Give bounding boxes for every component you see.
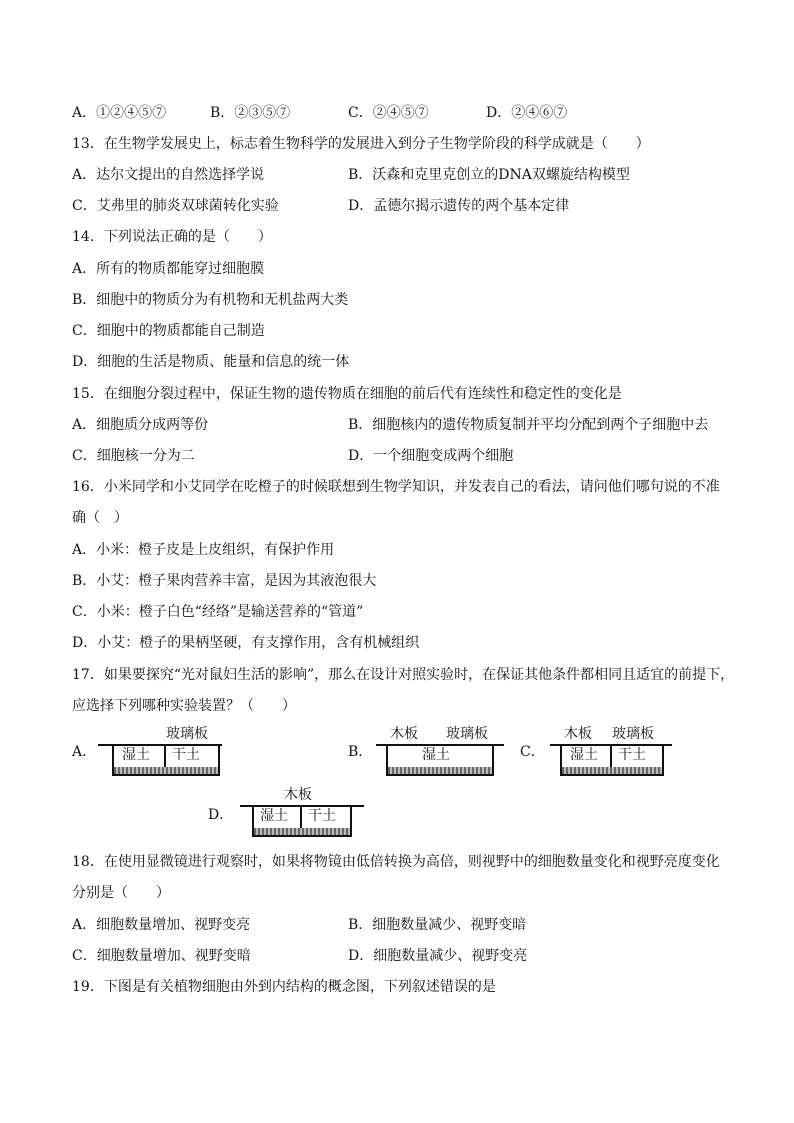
q17-figure-b — [348, 726, 518, 778]
q18-option-a: A．细胞数量增加、视野变亮 — [72, 917, 251, 933]
figure-c-dry-soil: 干土 — [618, 747, 646, 763]
figure-a-tray — [112, 746, 220, 776]
q15-option-b: B．细胞核内的遗传物质复制并平均分配到两个子细胞中去 — [348, 417, 709, 433]
q19-stem: 19．下图是有关植物细胞由外到内结构的概念图，下列叙述错误的是 — [72, 979, 496, 995]
q16-stem-line2: 确（ ） — [72, 510, 128, 526]
q15-option-d: D．一个细胞变成两个细胞 — [348, 448, 514, 464]
q17-figure-a — [72, 726, 232, 778]
q16-option-c: C．小米：橙子白色“经络”是输送营养的“管道” — [72, 604, 364, 620]
figure-d-board-label: 木板 — [284, 787, 312, 803]
figure-b-letter: B． — [348, 744, 373, 760]
q12-option-d: D．②④⑥⑦ — [486, 105, 568, 121]
q12-option-c: C．②④⑤⑦ — [348, 105, 429, 121]
q18-option-c: C．细胞数量增加、视野变暗 — [72, 948, 251, 964]
q15-option-a: A．细胞质分成两等份 — [72, 417, 209, 433]
figure-c-tray — [560, 746, 664, 776]
q17-stem-line2: 应选择下列哪种实验装置？（ ） — [72, 698, 296, 714]
figure-b-wet-soil: 湿土 — [422, 747, 450, 763]
figure-c-soil-layer — [562, 767, 662, 774]
q14-option-b: B．细胞中的物质分为有机物和无机盐两大类 — [72, 292, 349, 308]
figure-a-wet-soil: 湿土 — [122, 747, 150, 763]
q14-option-d: D．细胞的生活是物质、能量和信息的统一体 — [72, 354, 350, 370]
q17-figure-c — [520, 726, 690, 778]
q16-option-d: D．小艾：橙子的果柄坚硬，有支撑作用，含有机械组织 — [72, 635, 420, 651]
figure-d-tray — [252, 807, 352, 837]
q16-option-a: A．小米：橙子皮是上皮组织，有保护作用 — [72, 542, 335, 558]
q13-option-c: C．艾弗里的肺炎双球菌转化实验 — [72, 198, 279, 214]
figure-b-tray — [386, 746, 494, 776]
q12-option-a: A．①②④⑤⑦ — [72, 105, 167, 121]
figure-c-letter: C． — [520, 744, 545, 760]
q17-stem-line1: 17．如果要探究“光对鼠妇生活的影响”，那么在设计对照实验时，在保证其他条件都相同且适宜的前提下， — [72, 667, 735, 683]
figure-b-glass-label: 玻璃板 — [446, 726, 488, 742]
q18-option-b: B．细胞数量减少、视野变暗 — [348, 917, 527, 933]
q13-stem: 13．在生物学发展史上，标志着生物科学的发展进入到分子生物学阶段的科学成就是（ ） — [72, 136, 650, 152]
q16-stem-line1: 16．小米同学和小艾同学在吃橙子的时候联想到生物学知识，并发表自己的看法，请问他们哪句说的不准 — [72, 479, 720, 495]
q18-stem-line1: 18．在使用显微镜进行观察时，如果将物镜由低倍转换为高倍，则视野中的细胞数量变化和视野亮度变化 — [72, 854, 720, 870]
figure-d-letter: D． — [208, 807, 234, 823]
q12-option-b: B．②③⑤⑦ — [210, 105, 291, 121]
q13-option-b: B．沃森和克里克创立的DNA双螺旋结构模型 — [348, 167, 630, 183]
figure-d-wet-soil: 湿土 — [260, 808, 288, 824]
figure-c-glass-label: 玻璃板 — [612, 726, 654, 742]
q18-stem-line2: 分别是（ ） — [72, 885, 170, 901]
q15-stem: 15．在细胞分裂过程中，保证生物的遗传物质在细胞的前后代有连续性和稳定性的变化是 — [72, 386, 622, 402]
figure-c-board-label: 木板 — [564, 726, 592, 742]
figure-b-board-label: 木板 — [390, 726, 418, 742]
figure-a-soil-layer — [114, 767, 218, 774]
q16-option-b: B．小艾：橙子果肉营养丰富，是因为其液泡很大 — [72, 573, 377, 589]
figure-c-wet-soil: 湿土 — [570, 747, 598, 763]
q14-option-a: A．所有的物质都能穿过细胞膜 — [72, 261, 265, 277]
figure-d-soil-layer — [254, 828, 350, 835]
figure-b-soil-layer — [388, 767, 492, 774]
figure-a-letter: A． — [72, 744, 97, 760]
figure-d-dry-soil: 干土 — [308, 808, 336, 824]
q13-option-d: D．孟德尔揭示遗传的两个基本定律 — [348, 198, 570, 214]
figure-a-dry-soil: 干土 — [172, 747, 200, 763]
q13-option-a: A．达尔文提出的自然选择学说 — [72, 167, 265, 183]
q14-option-c: C．细胞中的物质都能自己制造 — [72, 323, 265, 339]
figure-a-glass-label: 玻璃板 — [166, 726, 208, 742]
q17-figure-d — [208, 787, 368, 839]
q15-option-c: C．细胞核一分为二 — [72, 448, 195, 464]
q18-option-d: D．细胞数量减少、视野变亮 — [348, 948, 528, 964]
q14-stem: 14．下列说法正确的是（ ） — [72, 229, 272, 245]
